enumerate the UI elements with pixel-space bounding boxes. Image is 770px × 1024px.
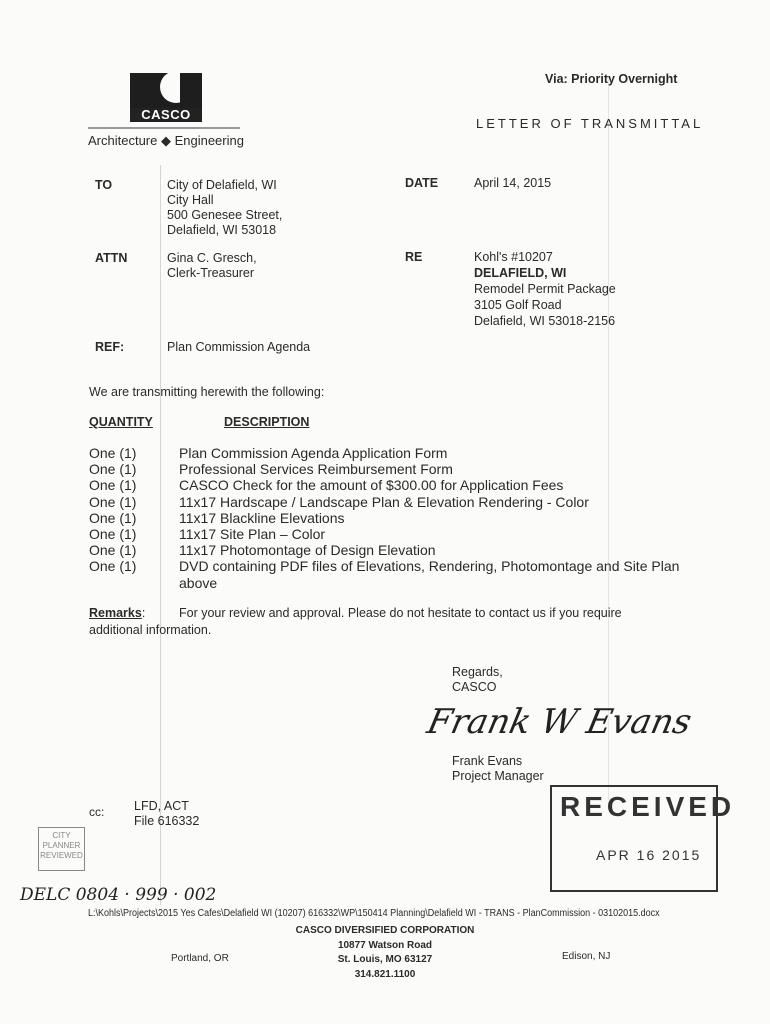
stamp-line: CITY (52, 831, 71, 840)
ref-value: Plan Commission Agenda (167, 340, 311, 354)
remarks-text-line1: For your review and approval. Please do not hesitate to contact us if you require (179, 606, 622, 620)
item-description: 11x17 Blackline Elevations (179, 509, 345, 526)
ref-label: REF: (95, 340, 125, 354)
item-description: CASCO Check for the amount of $300.00 for Application Fees (179, 477, 564, 494)
re-line: Remodel Permit Package (474, 282, 616, 296)
remarks-label-wrap (89, 606, 145, 620)
closing-company: CASCO (452, 680, 497, 694)
document-title: LETTER OF TRANSMITTAL (476, 116, 704, 131)
footer-address: 10877 Watson Road (337, 939, 433, 951)
remarks-label: Remarks (89, 606, 142, 620)
closing-block (452, 665, 503, 695)
footer-center (0, 924, 770, 982)
re-value (474, 249, 616, 329)
item-quantity: One (1) (89, 542, 137, 559)
re-line: Delafield, WI 53018-2156 (474, 314, 616, 328)
attn-line: Gina C. Gresch, (167, 251, 257, 265)
city-planner-stamp (38, 827, 85, 871)
item-quantity: One (1) (89, 509, 137, 526)
item-quantity: One (1) (89, 493, 137, 510)
casco-logo-icon (130, 73, 202, 108)
item-quantity: One (1) (89, 445, 137, 461)
footer-address: St. Louis, MO 63127 (337, 954, 433, 965)
received-stamp (550, 785, 736, 892)
date-value: April 14, 2015 (474, 176, 552, 190)
stamp-line: PLANNER (42, 841, 81, 850)
scan-fold-line (608, 80, 609, 800)
quantity-header: QUANTITY (89, 415, 153, 429)
via-label: Via: Priority Overnight (545, 72, 678, 86)
stamp-line: REVIEWED (40, 851, 83, 860)
item-description: 11x17 Photomontage of Design Elevation (179, 542, 436, 559)
signer-title: Project Manager (452, 769, 544, 783)
to-line: City Hall (167, 193, 214, 207)
logo-divider (88, 127, 240, 129)
to-line: Delafield, WI 53018 (167, 223, 277, 237)
footer-phone: 314.821.1100 (354, 968, 416, 980)
re-label: RE (405, 250, 423, 264)
description-header: DESCRIPTION (224, 415, 310, 429)
cc-line: File 616332 (134, 814, 200, 828)
attn-label: ATTN (95, 251, 128, 265)
item-description-continued: above (179, 574, 218, 591)
received-date: APR 16 2015 (596, 847, 702, 863)
scan-fold-line (160, 165, 161, 905)
intro-text: We are transmitting herewith the following: (89, 385, 325, 399)
signer-block (452, 754, 544, 784)
signature: Frank W Evans (423, 702, 696, 742)
item-quantity: One (1) (89, 461, 137, 478)
logo-text: CASCO (130, 108, 202, 122)
handwritten-code: DELC 0804 · 999 · 002 (20, 885, 217, 905)
footer-left-city: Portland, OR (171, 953, 229, 964)
re-line: DELAFIELD, WI (474, 266, 567, 280)
to-line: City of Delafield, WI (167, 178, 277, 192)
description-column (179, 445, 679, 591)
item-quantity: One (1) (89, 477, 137, 494)
file-path: L:\Kohls\Projects\2015 Yes Cafes\Delafield WI (10207) 616332\WP\150414 Planning\Delafield WI - TRANS - PlanCommission - 03102015.docx (88, 908, 660, 919)
cc-line: LFD, ACT (134, 799, 189, 813)
to-label: TO (95, 178, 113, 192)
signer-name: Frank Evans (452, 754, 523, 768)
to-line: 500 Genesee Street, (167, 208, 283, 222)
footer-company: CASCO DIVERSIFIED CORPORATION (295, 925, 475, 936)
cc-list (134, 799, 199, 829)
footer-right-city: Edison, NJ (562, 951, 611, 962)
item-description: Professional Services Reimbursement Form (179, 461, 453, 478)
remarks-colon: : (141, 606, 146, 620)
received-text: RECEIVED (560, 791, 736, 822)
attn-value (167, 251, 257, 281)
item-description: 11x17 Site Plan – Color (179, 526, 326, 543)
item-quantity: One (1) (89, 526, 137, 543)
re-line: Kohl's #10207 (474, 250, 553, 264)
to-address (167, 178, 282, 238)
item-description: 11x17 Hardscape / Landscape Plan & Elevation Rendering - Color (179, 493, 589, 510)
item-quantity: One (1) (89, 558, 137, 575)
attn-line: Clerk-Treasurer (167, 266, 255, 280)
cc-label: cc: (89, 805, 105, 819)
quantity-column (89, 445, 136, 575)
regards-text: Regards, (452, 665, 503, 679)
remarks-text-line2: additional information. (89, 623, 212, 637)
item-description: DVD containing PDF files of Elevations, Rendering, Photomontage and Site Plan (179, 558, 680, 575)
item-description: Plan Commission Agenda Application Form (179, 445, 448, 461)
re-line: 3105 Golf Road (474, 298, 562, 312)
company-subtitle: Architecture ◆ Engineering (88, 133, 244, 148)
date-label: DATE (405, 176, 439, 190)
